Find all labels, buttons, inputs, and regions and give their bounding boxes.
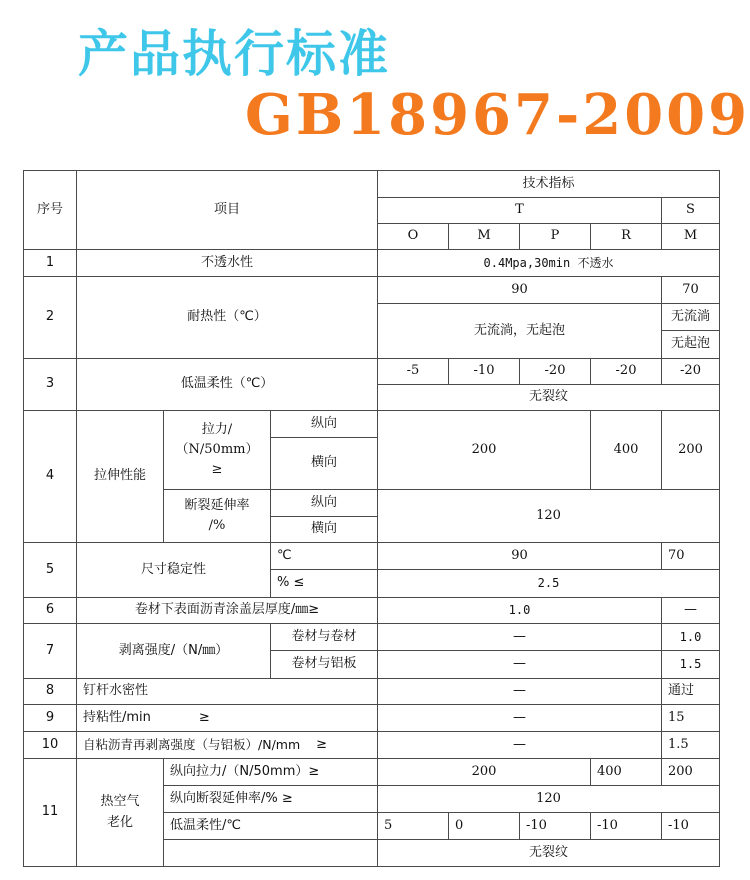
row4-dir-long: 纵向 [270,410,378,438]
row3-val-s: -20 [661,358,720,385]
row11-sub3: 低温柔性/℃ [163,812,378,840]
header-item: 项目 [76,170,378,250]
row11-no: 11 [23,758,77,867]
row7-s1: 1.0 [661,623,720,651]
row9-s-value: 15 [661,704,720,732]
row7-sub2: 卷材与铝板 [270,650,378,679]
row4-tensile-r: 400 [590,410,662,490]
row4-tensile-label [163,410,271,490]
header-grade-s: S [661,197,720,224]
row8-no: 8 [23,678,77,705]
row4-tensile-l3: ≥ [211,462,223,478]
row7-item: 剥离强度/（N/㎜） [76,623,271,679]
row10-item-cell [76,731,378,759]
row11-desc: 无裂纹 [377,839,720,867]
row4-dir-trans2: 横向 [270,516,378,543]
row3-no: 3 [23,358,77,411]
row11-lt-s: -10 [661,812,720,840]
row11-tensile-r: 400 [590,758,662,786]
row10-item: 自粘沥青再剥离强度（与铝板）/N/mm [83,737,301,753]
row4-tensile-sm: 200 [661,410,720,490]
row2-s-desc1: 无流淌 [661,303,720,331]
row7-sub1: 卷材与卷材 [270,623,378,651]
row4-elong-label [163,489,271,543]
row7-s2: 1.5 [661,650,720,679]
row2-s-temp: 70 [661,276,720,304]
row4-tensile-omp: 200 [377,410,591,490]
header-type-s-m: M [661,223,720,250]
row2-item: 耐热性（℃） [76,276,378,359]
header-type-o: O [377,223,449,250]
row4-dir-long2: 纵向 [270,489,378,517]
row7-t2: — [377,650,662,679]
row9-ge: ≥ [198,709,210,725]
row10-no: 10 [23,731,77,759]
header-tech: 技术指标 [377,170,720,198]
row4-tensile-l2: （N/50mm） [175,441,259,457]
header-type-r: R [590,223,662,250]
row3-val-o: -5 [377,358,449,385]
row11-item-l2: 老化 [106,814,133,830]
row9-t-value: — [377,704,662,732]
row11-lt-m: 0 [448,812,520,840]
standard-code: GB18967-2009 [245,82,750,148]
row6-t-value: 1.0 [377,597,662,624]
row8-item: 钉杆水密性 [76,678,378,705]
row1-value: 0.4Mpa,30min 不透水 [377,249,720,277]
row6-no: 6 [23,597,77,624]
row11-lt-p: -10 [519,812,591,840]
header-type-p: P [519,223,591,250]
row3-val-m: -10 [448,358,520,385]
row9-item: 持粘性/min [83,709,151,725]
row3-item: 低温柔性（℃） [76,358,378,411]
row8-t-value: — [377,678,662,705]
row2-t-desc: 无流淌，无起泡 [377,303,662,359]
header-grade-t: T [377,197,662,224]
row11-lt-o: 5 [377,812,449,840]
row11-lt-r: -10 [590,812,662,840]
row4-elong-l2: /% [208,518,226,533]
row9-no: 9 [23,704,77,732]
row7-t1: — [377,623,662,651]
row11-sub1: 纵向拉力/（N/50mm）≥ [163,758,378,786]
row10-s-value: 1.5 [661,731,720,759]
row4-no: 4 [23,410,77,543]
row8-s-value: 通过 [661,678,720,705]
row11-elong-value: 120 [377,785,720,813]
row10-ge: ≥ [316,736,328,752]
header-seq: 序号 [23,170,77,250]
row6-item: 卷材下表面沥青涂盖层厚度/㎜≥ [76,597,378,624]
row5-unit-pct: % ≤ [270,569,378,598]
row5-no: 5 [23,542,77,598]
row3-val-r: -20 [590,358,662,385]
row5-item: 尺寸稳定性 [76,542,271,598]
row5-s-temp: 70 [661,542,720,570]
row11-sub2: 纵向断裂延伸率/% ≥ [163,785,378,813]
page-title: 产品执行标准 [78,25,390,83]
row11-tensile-omp: 200 [377,758,591,786]
row6-s-value: — [661,597,720,624]
row3-desc: 无裂纹 [377,384,720,411]
row11-item [76,758,164,867]
row4-tensile-l1: 拉力/ [201,421,233,437]
row5-unit-c: ℃ [270,542,378,570]
row1-no: 1 [23,249,77,277]
row2-no: 2 [23,276,77,359]
row10-t-value: — [377,731,662,759]
row11-blank [163,839,378,867]
header-type-m: M [448,223,520,250]
row2-s-desc2: 无起泡 [661,330,720,359]
row4-dir-trans: 横向 [270,437,378,490]
row2-t-temp: 90 [377,276,662,304]
standard-table [23,170,720,867]
row7-no: 7 [23,623,77,679]
row9-item-cell [76,704,378,732]
row5-t-temp: 90 [377,542,662,570]
row4-item: 拉伸性能 [76,410,164,543]
row5-pct-value: 2.5 [377,569,720,598]
row1-item: 不透水性 [76,249,378,277]
row11-tensile-sm: 200 [661,758,720,786]
row4-elong-l1: 断裂延伸率 [184,497,250,513]
row3-val-p: -20 [519,358,591,385]
row11-item-l1: 热空气 [100,794,140,810]
row4-elong-value: 120 [377,489,720,543]
